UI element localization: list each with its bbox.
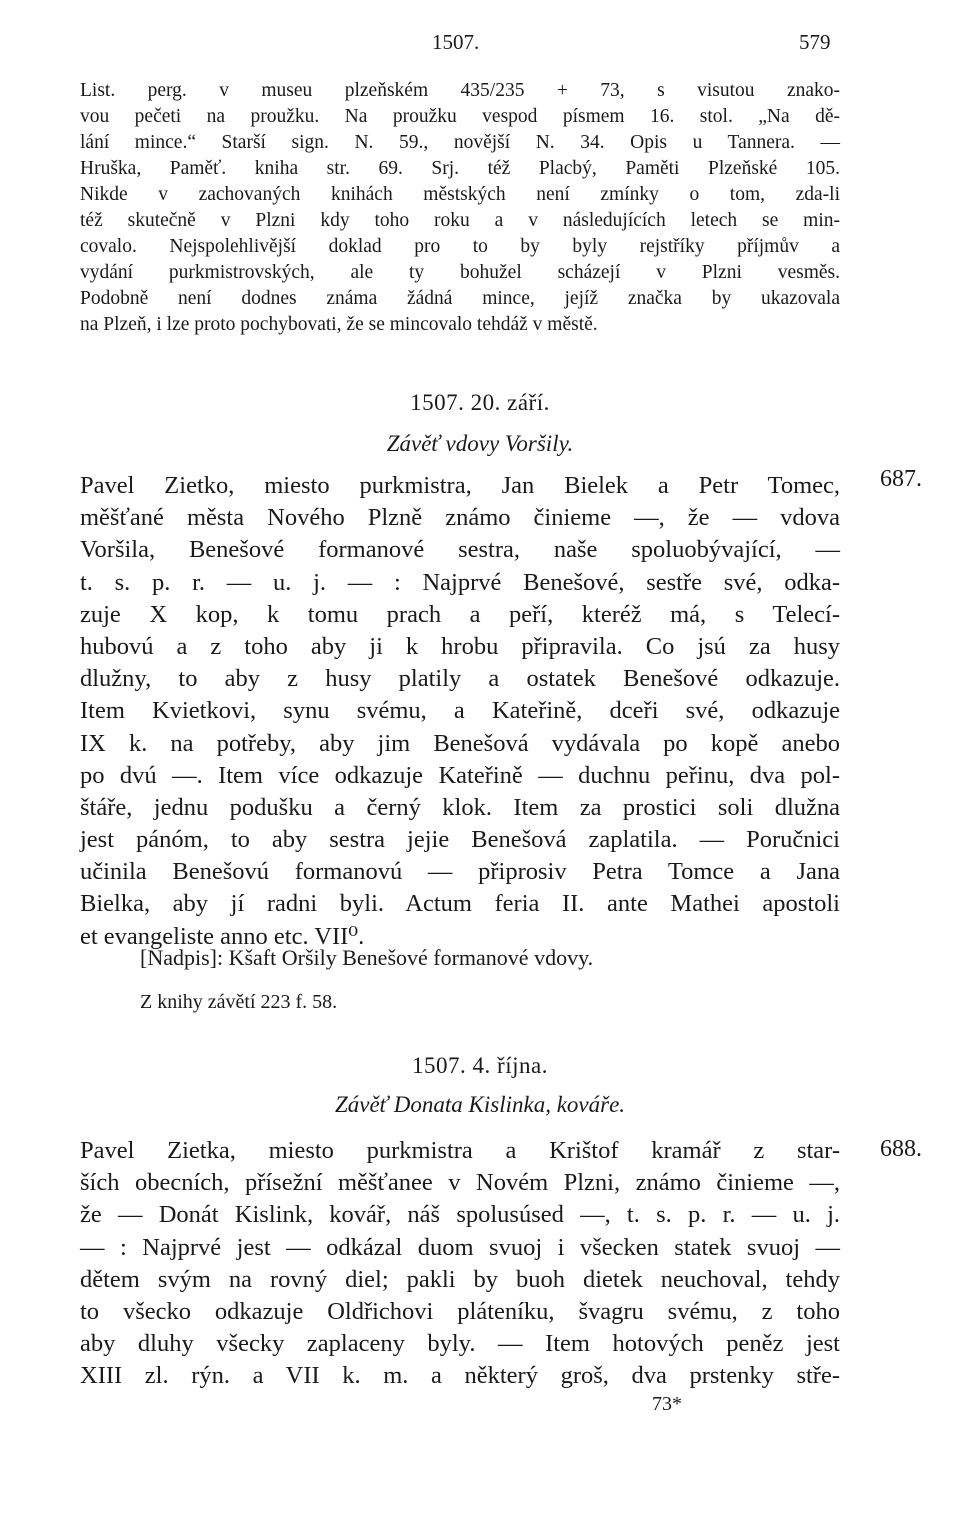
entry-line: aby dluhy všecky zaplaceny byly. — Item hotových peněz jest: [80, 1330, 840, 1358]
entry-line: — : Najprvé jest — odkázal duom svuoj i všecken statek svuoj —: [80, 1233, 840, 1261]
note-line: na Plzeň, i lze proto pochybovati, že se mincovalo tehdáž v městě.: [80, 314, 598, 335]
entry-688-title: Závěť Donata Kislinka, kováře.: [334, 1092, 626, 1117]
entry-line: hubovú a z toho aby ji k hrobu připravila. Co jsú za husy: [80, 632, 840, 660]
entry-line: jest pánóm, to aby sestra jejie Benešová zaplatila. — Poručnici: [80, 826, 840, 854]
entry-line: Bielka, aby jí radni byli. Actum feria II. ante Mathei apostoli: [80, 890, 840, 918]
entry-687-text: [80, 470, 840, 953]
note-line: lání mince.“ Starší sign. N. 59., novější N. 34. Opis u Tannera. —: [80, 132, 840, 153]
source-reference: Z knihy závětí 223 f. 58.: [140, 991, 338, 1013]
note-line: též skutečně v Plzni kdy toho roku a v následujících letech se min-: [80, 210, 840, 231]
note-line: Podobně není dodnes známa žádná mince, jejíž značka by ukazovala: [80, 288, 840, 309]
entry-687-date: 1507. 20. září.: [410, 390, 550, 415]
entry-line: dlužny, to aby z husy platily a ostatek Benešové odkazuje.: [80, 665, 840, 693]
entry-line: po dvú —. Item více odkazuje Kateřině — duchnu peřinu, dva pol-: [80, 761, 840, 789]
note-line: Nikde v zachovaných knihách městských není zmínky o tom, zda-li: [80, 184, 840, 205]
entry-687-title: Závěť vdovy Voršily.: [386, 431, 574, 456]
note-line: Hruška, Paměť. kniha str. 69. Srj. též Placbý, Paměti Plzeňské 105.: [80, 158, 840, 179]
note-block: [80, 78, 840, 338]
note-line: List. perg. v museu plzeňském 435/235 + 73, s visutou znako-: [80, 80, 840, 101]
page-number: 579: [799, 30, 831, 54]
running-year: 1507.: [432, 30, 480, 54]
entry-line: to všecko odkazuje Oldřichovi pláteníku, švagru svému, z toho: [80, 1297, 840, 1325]
note-line: vou pečeti na proužku. Na proužku vespod písmem 16. stol. „Na dě-: [80, 106, 840, 127]
entry-687-number: 687.: [880, 466, 922, 492]
entry-688-date: 1507. 4. října.: [412, 1053, 548, 1078]
entry-line: XIII zl. rýn. a VII k. m. a některý groš, dva prstenky stře-: [80, 1362, 840, 1390]
entry-line: dětem svým na rovný diel; pakli by buoh dietek neuchoval, tehdy: [80, 1265, 840, 1293]
entry-688-number: 688.: [880, 1136, 922, 1162]
entry-line: t. s. p. r. — u. j. — : Najprvé Benešové, sestře své, odka-: [80, 568, 840, 596]
entry-line: et evangeliste anno etc. VII⁰.: [80, 922, 365, 950]
entry-line: zuje X kop, k tomu prach a peří, kteréž má, s Telecí-: [80, 600, 840, 628]
note-line: covalo. Nejspolehlivější doklad pro to by byly rejstříky příjmův a: [80, 236, 840, 257]
entry-line: Pavel Zietka, miesto purkmistra a Krištof kramář z star-: [80, 1137, 840, 1164]
entry-line: Item Kvietkovi, synu svému, a Kateřině, dceři své, odkazuje: [80, 697, 840, 725]
entry-line: ších obecních, přísežní měšťanee v Novém Plzni, známo činieme —,: [80, 1169, 840, 1197]
entry-line: štáře, jednu podušku a černý klok. Item za prostici soli dlužna: [80, 793, 840, 821]
entry-line: Voršila, Benešové formanové sestra, naše spoluobývající, —: [80, 536, 840, 564]
entry-line: měšťané města Nového Plzně známo činieme —, že — vdova: [80, 504, 840, 532]
entry-line: IX k. na potřeby, aby jim Benešová vydávala po kopě anebo: [80, 729, 840, 757]
entry-line: učinila Benešovú formanovú — připrosiv Petra Tomce a Jana: [80, 858, 840, 886]
entry-line: Pavel Zietko, miesto purkmistra, Jan Bielek a Petr Tomec,: [80, 472, 840, 499]
signature-mark: 73*: [652, 1393, 682, 1415]
heading-note: [Nadpis]: Kšaft Oršily Benešové formanové vdovy.: [140, 945, 594, 970]
entry-line: že — Donát Kislink, kovář, náš spolusúsed —, t. s. p. r. — u. j.: [80, 1201, 840, 1229]
note-line: vydání purkmistrovských, ale ty bohužel scházejí v Plzni vesměs.: [80, 262, 840, 283]
entry-688-text: [80, 1135, 840, 1393]
